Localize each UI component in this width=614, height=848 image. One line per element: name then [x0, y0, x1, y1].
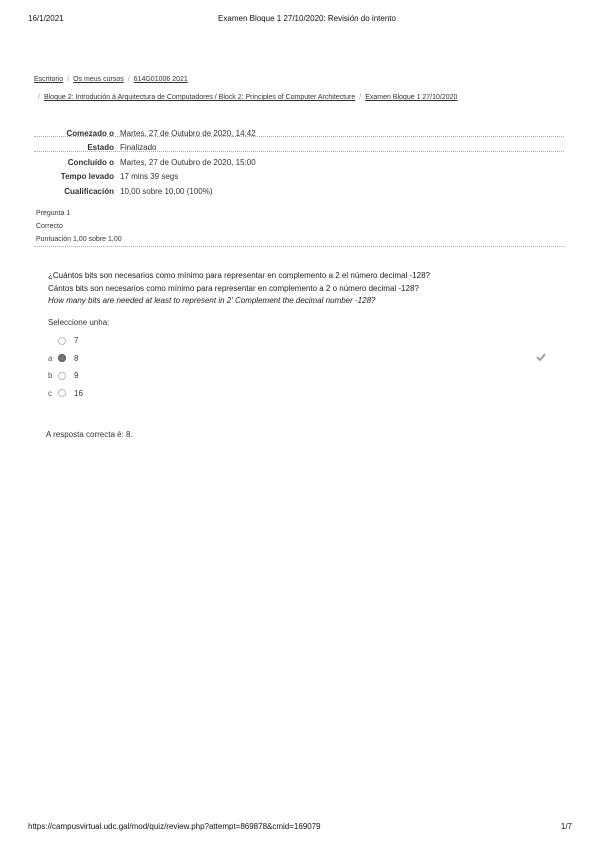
print-footer: [0, 822, 614, 834]
answer-option[interactable]: [48, 367, 109, 385]
option-letter: a: [48, 353, 53, 363]
question-number: Pregunta 1: [36, 210, 71, 217]
radio-button[interactable]: [58, 337, 66, 345]
check-icon: [536, 349, 546, 367]
divider: [34, 246, 564, 247]
summary-row: [38, 141, 256, 156]
radio-button-checked[interactable]: [58, 354, 66, 362]
answer-block: [48, 318, 109, 402]
breadcrumb-item[interactable]: Os meus cursos: [73, 76, 124, 83]
question-line-gl: Cántos bits son necesarios como mínimo para representar en complemento a 2 o número decimal -128?: [48, 283, 419, 293]
breadcrumb: [34, 76, 188, 83]
answer-option-selected[interactable]: [48, 350, 109, 368]
breadcrumb-item[interactable]: Escritorio: [34, 76, 64, 83]
breadcrumb-item[interactable]: Examen Bloque 1 27/10/2020: [365, 94, 458, 101]
summary-row: [38, 126, 256, 141]
summary-value: 17 mins 39 segs: [120, 172, 179, 182]
summary-value: Martes, 27 de Outubro de 2020, 14:42: [120, 128, 256, 138]
summary-value: Martes, 27 de Outubro de 2020, 15:00: [120, 157, 256, 167]
summary-row: [38, 155, 256, 170]
summary-label: Cualificación: [64, 186, 114, 196]
print-date: 16/1/2021: [28, 14, 64, 23]
summary-label: Tempo levado: [60, 172, 114, 182]
summary-row: [38, 184, 256, 199]
page-number: 1/7: [560, 822, 572, 831]
breadcrumb-separator: /: [38, 94, 40, 101]
question-state: Correcto: [36, 223, 63, 230]
breadcrumb-separator: /: [67, 76, 70, 83]
print-title: Examen Bloque 1 27/10/2020: Revisión do intento: [218, 14, 396, 23]
breadcrumb-item[interactable]: Bloque 2: Introdución á Arquitectura de Computadores / Block 2: Principles of Computer Architecture: [43, 94, 356, 101]
breadcrumb-sub: [34, 94, 457, 101]
print-header: [0, 14, 614, 26]
breadcrumb-item[interactable]: 614G01006 2021: [133, 76, 188, 83]
attempt-summary: [38, 126, 256, 199]
option-text: 9: [74, 371, 79, 381]
summary-value: 10,00 sobre 10,00 (100%): [120, 186, 213, 196]
correct-answer-feedback: A resposta correcta é: 8.: [46, 430, 133, 439]
answer-option[interactable]: [48, 385, 109, 403]
summary-label: Comezado o: [66, 128, 114, 138]
summary-row: [38, 170, 256, 185]
breadcrumb-separator: /: [127, 76, 130, 83]
radio-button[interactable]: [58, 389, 66, 397]
summary-label: Estado: [87, 143, 114, 153]
question-text: [48, 270, 548, 308]
option-letter: c: [48, 388, 52, 398]
question-line-en: How many bits are needed at least to represent in 2' Complement the decimal number -128?: [48, 296, 376, 305]
question-line-es: ¿Cuántos bits son necesarios como mínimo para representar en complemento a 2 el número decimal -128?: [48, 271, 430, 280]
answer-option[interactable]: [48, 332, 109, 350]
option-text: 16: [74, 388, 83, 398]
option-text: 7: [74, 336, 79, 346]
radio-button[interactable]: [58, 372, 66, 380]
summary-label: Concluído o: [67, 157, 114, 167]
print-url: https://campusvirtual.udc.gal/mod/quiz/review.php?attempt=869878&cmid=169079: [28, 822, 321, 831]
option-text: 8: [74, 353, 79, 363]
option-letter: b: [48, 371, 53, 381]
breadcrumb-separator: /: [359, 94, 362, 101]
summary-value: Finalizado: [120, 143, 157, 153]
answer-prompt: Seleccione unha:: [48, 318, 110, 327]
question-score: Puntuación 1,00 sobre 1,00: [36, 236, 122, 243]
